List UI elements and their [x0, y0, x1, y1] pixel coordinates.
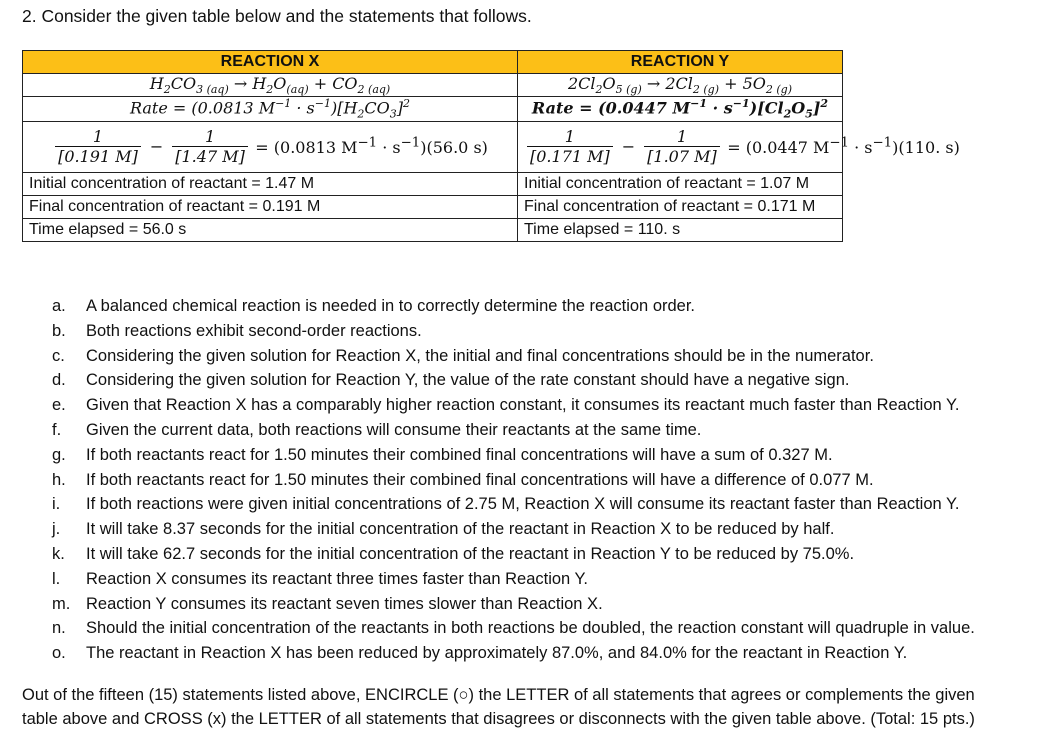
statement-letter[interactable]: c.: [52, 346, 65, 365]
fraction-final: $\frac{1}{[0.191 M]}$: [55, 127, 141, 166]
statement-letter[interactable]: n.: [52, 619, 66, 638]
statement-letter[interactable]: l.: [52, 569, 61, 588]
statement-letter[interactable]: m.: [52, 594, 71, 613]
rate-law-row: [23, 97, 843, 122]
reaction-x-equation: $H_2CO_{3 (aq)} \to H_2O_{(aq)} + CO_{2 (aq)}$: [23, 74, 518, 97]
statement-text: Given that Reaction X has a comparably higher reaction constant, it consumes its reactant much faster than Reaction Y.: [86, 396, 960, 415]
instructions: Out of the fifteen (15) statements listed above, ENCIRCLE (○) the LETTER of all statements that agrees or complements the given table above and CROSS (x) the LETTER of all statements that disagrees or disconnects with the given table above. (Total: 15 pts.): [22, 686, 975, 728]
final-concentration-row: [23, 195, 843, 218]
integrated-law-row: [23, 121, 843, 172]
statement-text: Given the current data, both reactions will consume their reactants at the same time.: [86, 420, 702, 439]
statement-item: [52, 492, 975, 517]
reaction-x-final: Final concentration of reactant = 0.191 M: [23, 195, 518, 218]
fraction-initial: $\frac{1}{[1.07 M]}$: [644, 127, 720, 166]
statement-text: Reaction X consumes its reactant three times faster than Reaction Y.: [86, 569, 588, 588]
statement-item: [52, 592, 975, 617]
time-elapsed-row: [23, 218, 843, 241]
reaction-y-rate-law: Rate = (0.0447 $M^{-1} \cdot s^{-1})[Cl_2O_5]^2$: [518, 97, 843, 122]
statement-item: [52, 344, 975, 369]
statement-list: [52, 294, 975, 666]
reaction-x-header: REACTION X: [23, 51, 518, 74]
fraction-initial: $\frac{1}{[1.47 M]}$: [172, 127, 248, 166]
initial-concentration-row: [23, 172, 843, 195]
statement-item: [52, 468, 975, 493]
statement-text: Both reactions exhibit second-order reactions.: [86, 321, 422, 340]
statement-text: It will take 62.7 seconds for the initial concentration of the reactant in Reaction Y to be reduced by 75.0%.: [86, 544, 855, 563]
statement-text: If both reactants react for 1.50 minutes their combined final concentrations will have a sum of 0.327 M.: [86, 445, 833, 464]
statement-item: [52, 294, 975, 319]
statement-item: [52, 567, 975, 592]
reaction-x-initial: Initial concentration of reactant = 1.47 M: [23, 172, 518, 195]
question-title: 2. Consider the given table below and the statements that follows.: [22, 6, 532, 26]
reaction-y-equation: $2Cl_2O_{5 (g)} \to 2Cl_{2 (g)} + 5O_{2 (g)}$: [518, 74, 843, 97]
reaction-x-time: Time elapsed = 56.0 s: [23, 218, 518, 241]
statement-text: Considering the given solution for Reaction X, the initial and final concentrations should be in the numerator.: [86, 346, 874, 365]
statement-text: If both reactants react for 1.50 minutes their combined final concentrations will have a difference of 0.077 M.: [86, 470, 874, 489]
reaction-y-initial: Initial concentration of reactant = 1.07 M: [518, 172, 843, 195]
statement-letter[interactable]: e.: [52, 396, 66, 415]
statement-item: [52, 443, 975, 468]
statement-letter[interactable]: g.: [52, 445, 66, 464]
reaction-y-time: Time elapsed = 110. s: [518, 218, 843, 241]
statement-letter[interactable]: f.: [52, 420, 62, 439]
statement-text: The reactant in Reaction X has been reduced by approximately 87.0%, and 84.0% for the reactant in Reaction Y.: [86, 644, 908, 663]
statement-letter[interactable]: j.: [52, 520, 61, 539]
statement-text: Should the initial concentration of the reactants in both reactions be doubled, the reaction constant will quadruple in value.: [86, 619, 975, 638]
statement-text: Considering the given solution for Reaction Y, the value of the rate constant should have a negative sign.: [86, 371, 850, 390]
statement-item: [52, 319, 975, 344]
statement-letter[interactable]: h.: [52, 470, 66, 489]
statement-item: [52, 418, 975, 443]
statement-letter[interactable]: a.: [52, 297, 66, 315]
reaction-x-rate-law: Rate = (0.0813 $M^{-1} \cdot s^{-1})[H_2CO_3]^2$: [23, 97, 518, 122]
table-header-row: [23, 51, 843, 74]
statement-text: It will take 8.37 seconds for the initial concentration of the reactant in Reaction X to be reduced by half.: [86, 520, 835, 539]
statement-item: [52, 616, 975, 641]
reaction-y-final: Final concentration of reactant = 0.171 M: [518, 195, 843, 218]
statement-item: [52, 542, 975, 567]
reaction-table: [22, 50, 960, 242]
equation-row: [23, 74, 843, 97]
statement-text: If both reactions were given initial concentrations of 2.75 M, Reaction X will consume its reactant faster than Reaction Y.: [86, 495, 960, 514]
statement-letter[interactable]: b.: [52, 321, 66, 340]
statement-item: [52, 517, 975, 542]
fraction-final: $\frac{1}{[0.171 M]}$: [527, 127, 613, 166]
reaction-y-header: REACTION Y: [518, 51, 843, 74]
statement-item: [52, 641, 975, 666]
statement-text: A balanced chemical reaction is needed in to correctly determine the reaction order.: [86, 297, 696, 315]
statement-letter[interactable]: i.: [52, 495, 61, 514]
statement-item: [52, 393, 975, 418]
statement-letter[interactable]: d.: [52, 371, 66, 390]
statement-letter[interactable]: k.: [52, 544, 65, 563]
statement-item: [52, 368, 975, 393]
statement-text: Reaction Y consumes its reactant seven times slower than Reaction X.: [86, 594, 603, 613]
statement-letter[interactable]: o.: [52, 644, 66, 663]
reaction-x-integrated-law: $\frac{1}{[0.191 M]}$ − $\frac{1}{[1.47 M]}$ = (0.0813 $M^{-1} \cdot s^{-1})(56.0$ s): [23, 121, 518, 172]
reaction-y-integrated-law: $\frac{1}{[0.171 M]}$ − $\frac{1}{[1.07 M]}$ = (0.0447 $M^{-1} \cdot s^{-1})(110$. s): [518, 121, 843, 172]
